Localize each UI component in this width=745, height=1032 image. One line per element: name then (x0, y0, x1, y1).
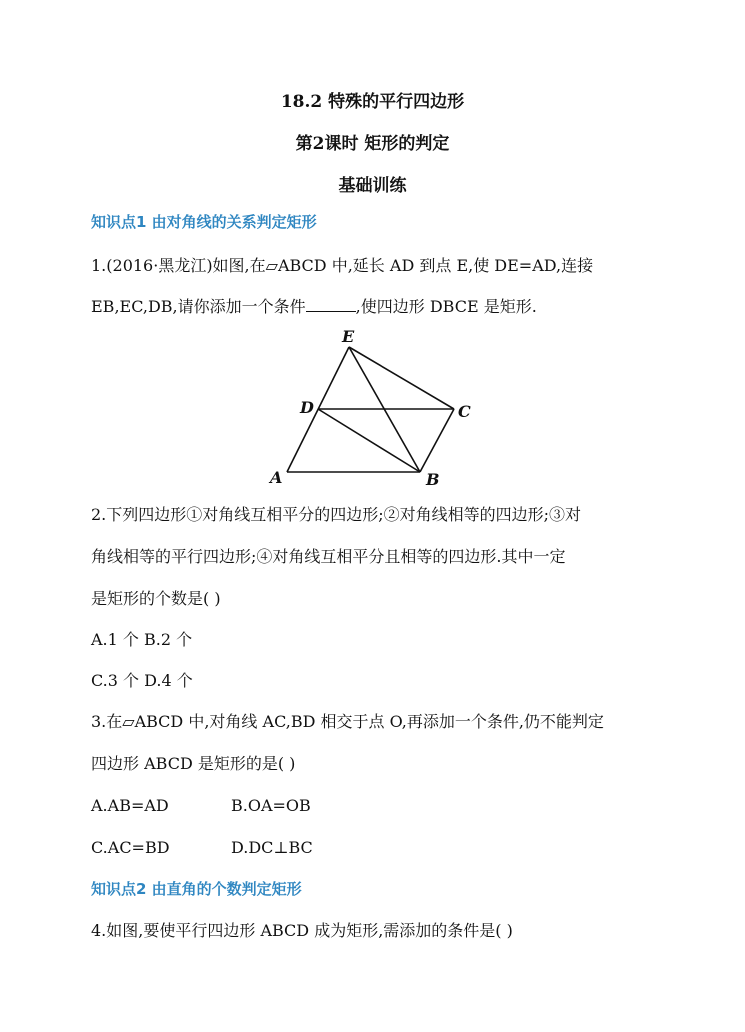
q3-line1: 3.在▱ABCD 中,对角线 AC,BD 相交于点 O,再添加一个条件,仍不能判定 (91, 712, 604, 731)
q2-options-ab: A.1 个 B.2 个 (91, 630, 193, 649)
segment-EC (349, 347, 454, 409)
q3-option-a: A.AB=AD (91, 796, 169, 815)
q2-options-cd: C.3 个 D.4 个 (91, 671, 193, 690)
label-D: D (300, 398, 314, 417)
section-title: 18.2 特殊的平行四边形 (280, 92, 465, 112)
label-E: E (342, 327, 355, 346)
part-title: 基础训练 (338, 176, 407, 196)
answer-blank (306, 297, 356, 312)
q3-options-cd (91, 838, 313, 858)
q3-line2: 四边形 ABCD 是矩形的是( ) (91, 754, 296, 773)
knowledge-point-2: 知识点2 由直角的个数判定矩形 (91, 880, 302, 898)
segment-BC (420, 409, 454, 472)
q3-option-c: C.AC=BD (91, 838, 170, 857)
segment-DB (318, 409, 420, 472)
lesson-title: 第2课时 矩形的判定 (295, 134, 450, 154)
knowledge-point-1: 知识点1 由对角线的关系判定矩形 (91, 213, 317, 231)
label-B: B (426, 470, 440, 489)
label-C: C (458, 402, 471, 421)
q2-line2: 角线相等的平行四边形;④对角线互相平分且相等的四边形.其中一定 (91, 547, 566, 566)
q3-options-ab (91, 796, 311, 816)
q1-figure (260, 325, 480, 490)
q2-line1: 2.下列四边形①对角线互相平分的四边形;②对角线相等的四边形;③对 (91, 505, 582, 524)
q1-line2-post: ,使四边形 DBCE 是矩形. (355, 297, 537, 316)
label-A: A (270, 468, 283, 487)
q3-option-d: D.DC⊥BC (231, 838, 313, 857)
q1-line1: 1.(2016·黑龙江)如图,在▱ABCD 中,延长 AD 到点 E,使 DE=AD,连接 (91, 256, 594, 275)
q1-line2-pre: EB,EC,DB,请你添加一个条件 (91, 297, 306, 316)
q3-option-b: B.OA=OB (231, 796, 311, 815)
q4-line1: 4.如图,要使平行四边形 ABCD 成为矩形,需添加的条件是( ) (91, 921, 513, 940)
q1-line2 (91, 297, 537, 317)
q2-line3: 是矩形的个数是( ) (91, 589, 221, 608)
